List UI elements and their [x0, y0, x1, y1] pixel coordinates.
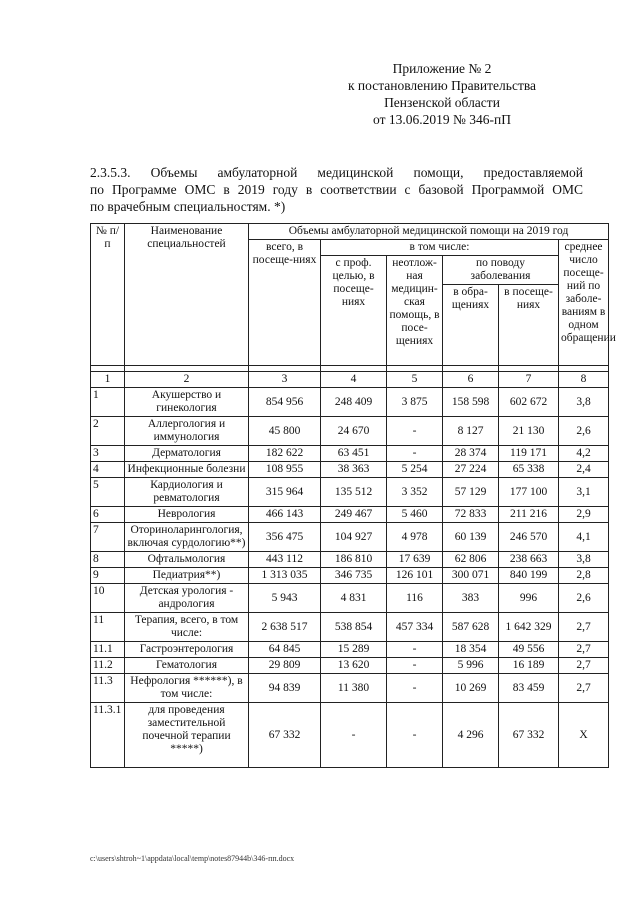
cell-average: Х [559, 703, 609, 768]
file-path-footer: c:\users\shtroh~1\appdata\local\temp\notes87944b\346-пп.docx [90, 854, 295, 863]
row-name: Акушерство и гинекология [125, 388, 249, 417]
cell-urgent: - [387, 417, 443, 446]
cell-total: 67 332 [249, 703, 321, 768]
row-name: Кардиология и ревматология [125, 478, 249, 507]
row-num: 9 [91, 568, 125, 584]
appendix-line: к постановлению Правительства [347, 78, 537, 93]
cell-total: 356 475 [249, 523, 321, 552]
header-urgent: неотлож-ная медицин-ская помощь, в посе-щениях [387, 256, 443, 366]
cell-prof: 346 735 [321, 568, 387, 584]
cell-appeals: 383 [443, 584, 499, 613]
row-num: 5 [91, 478, 125, 507]
cell-urgent: 3 875 [387, 388, 443, 417]
column-number: 5 [387, 372, 443, 388]
cell-appeals: 300 071 [443, 568, 499, 584]
table-row [91, 703, 609, 768]
table-row [91, 478, 609, 507]
cell-average: 2,4 [559, 462, 609, 478]
header-visits: в посеще-ниях [499, 285, 559, 366]
heading-line: 2.3.5.3. Объемы амбулаторной медицинской помощи, предоставляемой [90, 165, 583, 180]
cell-appeals: 4 296 [443, 703, 499, 768]
table-row [91, 388, 609, 417]
cell-total: 45 800 [249, 417, 321, 446]
table-row [91, 642, 609, 658]
cell-appeals: 5 996 [443, 658, 499, 674]
row-num: 11.3 [91, 674, 125, 703]
cell-visits: 16 189 [499, 658, 559, 674]
cell-visits: 840 199 [499, 568, 559, 584]
row-name: Детская урология - андрология [125, 584, 249, 613]
row-name: Гематология [125, 658, 249, 674]
row-num: 11.1 [91, 642, 125, 658]
header-total: всего, в посеще-ниях [249, 240, 321, 366]
column-number: 8 [559, 372, 609, 388]
cell-prof: 63 451 [321, 446, 387, 462]
cell-total: 94 839 [249, 674, 321, 703]
cell-urgent: - [387, 674, 443, 703]
row-name: Нефрология ******), в том числе: [125, 674, 249, 703]
row-name: Инфекционные болезни [125, 462, 249, 478]
heading-line: по Программе ОМС в 2019 году в соответствии с базовой Программой ОМС [90, 182, 583, 197]
table-row [91, 613, 609, 642]
cell-prof: 186 810 [321, 552, 387, 568]
cell-appeals: 28 374 [443, 446, 499, 462]
cell-visits: 211 216 [499, 507, 559, 523]
cell-prof: 248 409 [321, 388, 387, 417]
row-num: 11 [91, 613, 125, 642]
cell-average: 3,8 [559, 388, 609, 417]
cell-visits: 177 100 [499, 478, 559, 507]
header-including: в том числе: [321, 240, 559, 256]
cell-average: 2,7 [559, 613, 609, 642]
cell-urgent: 5 460 [387, 507, 443, 523]
header-name: Наименование специальностей [125, 224, 249, 366]
cell-appeals: 8 127 [443, 417, 499, 446]
cell-prof: - [321, 703, 387, 768]
header-disease: по поводу заболевания [443, 256, 559, 285]
cell-visits: 49 556 [499, 642, 559, 658]
table-row [91, 552, 609, 568]
cell-visits: 83 459 [499, 674, 559, 703]
cell-urgent: - [387, 446, 443, 462]
cell-total: 443 112 [249, 552, 321, 568]
cell-prof: 135 512 [321, 478, 387, 507]
header-average: среднее число посеще-ний по заболе-ваниям в одном обращении [559, 240, 609, 366]
row-name: Неврология [125, 507, 249, 523]
table-row [91, 584, 609, 613]
cell-average: 4,2 [559, 446, 609, 462]
cell-prof: 249 467 [321, 507, 387, 523]
column-numbers-row [91, 372, 609, 388]
appendix-header [302, 60, 582, 128]
row-num: 11.3.1 [91, 703, 125, 768]
column-number: 2 [125, 372, 249, 388]
cell-urgent: 4 978 [387, 523, 443, 552]
row-num: 4 [91, 462, 125, 478]
cell-total: 466 143 [249, 507, 321, 523]
table-row [91, 674, 609, 703]
row-num: 2 [91, 417, 125, 446]
cell-total: 182 622 [249, 446, 321, 462]
cell-visits: 65 338 [499, 462, 559, 478]
cell-urgent: 126 101 [387, 568, 443, 584]
cell-total: 29 809 [249, 658, 321, 674]
cell-total: 64 845 [249, 642, 321, 658]
row-name: Дерматология [125, 446, 249, 462]
cell-visits: 602 672 [499, 388, 559, 417]
cell-prof: 38 363 [321, 462, 387, 478]
cell-prof: 538 854 [321, 613, 387, 642]
cell-visits: 21 130 [499, 417, 559, 446]
cell-appeals: 62 806 [443, 552, 499, 568]
volumes-table [90, 223, 616, 768]
header-prof: с проф. целью, в посеще-ниях [321, 256, 387, 366]
cell-total: 1 313 035 [249, 568, 321, 584]
cell-average: 2,8 [559, 568, 609, 584]
row-name: Гастроэнтерология [125, 642, 249, 658]
row-num: 11.2 [91, 658, 125, 674]
row-num: 7 [91, 523, 125, 552]
header-group: Объемы амбулаторной медицинской помощи на 2019 год [249, 224, 609, 240]
column-number: 3 [249, 372, 321, 388]
row-num: 8 [91, 552, 125, 568]
table-row [91, 462, 609, 478]
row-num: 10 [91, 584, 125, 613]
cell-urgent: - [387, 703, 443, 768]
cell-urgent: 116 [387, 584, 443, 613]
row-name: Педиатрия**) [125, 568, 249, 584]
column-number: 1 [91, 372, 125, 388]
cell-urgent: - [387, 658, 443, 674]
cell-visits: 238 663 [499, 552, 559, 568]
cell-appeals: 60 139 [443, 523, 499, 552]
row-name: Офтальмология [125, 552, 249, 568]
row-name: Оториноларингология, включая сурдологию**) [125, 523, 249, 552]
table-row [91, 446, 609, 462]
cell-urgent: 457 334 [387, 613, 443, 642]
cell-visits: 67 332 [499, 703, 559, 768]
cell-prof: 104 927 [321, 523, 387, 552]
section-heading [90, 164, 583, 215]
column-number: 7 [499, 372, 559, 388]
cell-visits: 996 [499, 584, 559, 613]
appendix-title: Приложение № 2 [392, 61, 492, 76]
row-name: Терапия, всего, в том числе: [125, 613, 249, 642]
cell-appeals: 587 628 [443, 613, 499, 642]
cell-total: 315 964 [249, 478, 321, 507]
cell-total: 2 638 517 [249, 613, 321, 642]
cell-prof: 4 831 [321, 584, 387, 613]
table-row [91, 658, 609, 674]
header-appeals: в обра-щениях [443, 285, 499, 366]
cell-average: 2,9 [559, 507, 609, 523]
cell-average: 3,8 [559, 552, 609, 568]
cell-appeals: 27 224 [443, 462, 499, 478]
cell-total: 5 943 [249, 584, 321, 613]
cell-prof: 13 620 [321, 658, 387, 674]
appendix-date: от 13.06.2019 № 346-пП [373, 112, 511, 127]
cell-visits: 119 171 [499, 446, 559, 462]
cell-average: 2,6 [559, 584, 609, 613]
heading-line: по врачебным специальностям. *) [90, 199, 286, 214]
table-row [91, 417, 609, 446]
row-num: 6 [91, 507, 125, 523]
row-num: 3 [91, 446, 125, 462]
cell-appeals: 158 598 [443, 388, 499, 417]
cell-visits: 246 570 [499, 523, 559, 552]
column-number: 4 [321, 372, 387, 388]
cell-average: 2,7 [559, 658, 609, 674]
cell-total: 108 955 [249, 462, 321, 478]
cell-average: 3,1 [559, 478, 609, 507]
row-name: Аллергология и иммунология [125, 417, 249, 446]
cell-urgent: 17 639 [387, 552, 443, 568]
cell-prof: 11 380 [321, 674, 387, 703]
cell-urgent: - [387, 642, 443, 658]
cell-visits: 1 642 329 [499, 613, 559, 642]
cell-average: 2,7 [559, 642, 609, 658]
row-num: 1 [91, 388, 125, 417]
cell-urgent: 5 254 [387, 462, 443, 478]
appendix-line: Пензенской области [384, 95, 500, 110]
cell-average: 2,6 [559, 417, 609, 446]
cell-appeals: 10 269 [443, 674, 499, 703]
cell-average: 4,1 [559, 523, 609, 552]
table-row [91, 523, 609, 552]
row-name: для проведения заместительной почечной терапии *****) [125, 703, 249, 768]
column-number: 6 [443, 372, 499, 388]
cell-appeals: 57 129 [443, 478, 499, 507]
cell-prof: 15 289 [321, 642, 387, 658]
cell-appeals: 72 833 [443, 507, 499, 523]
table-row [91, 507, 609, 523]
cell-average: 2,7 [559, 674, 609, 703]
cell-urgent: 3 352 [387, 478, 443, 507]
cell-appeals: 18 354 [443, 642, 499, 658]
table-row [91, 568, 609, 584]
cell-total: 854 956 [249, 388, 321, 417]
header-num: № п/п [91, 224, 125, 366]
cell-prof: 24 670 [321, 417, 387, 446]
